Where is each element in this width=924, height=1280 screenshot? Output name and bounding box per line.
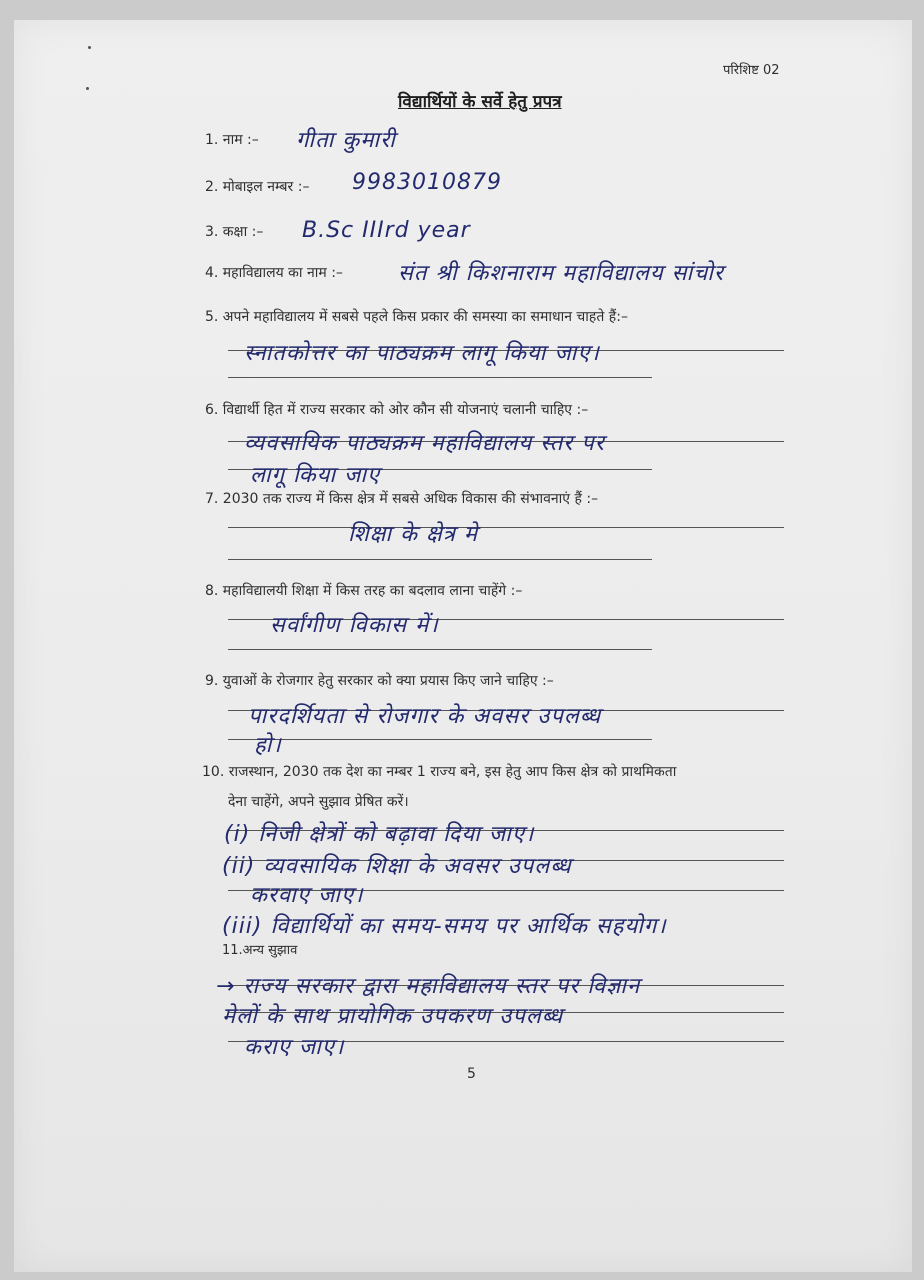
q5-label: 5. अपने महाविद्यालय में सबसे पहले किस प्रकार की समस्या का समाधान चाहते हैं:– xyxy=(205,309,628,325)
q11-answer-line-3: कराए जाए। xyxy=(244,1035,345,1060)
q11-answer-line-1: → राज्य सरकार द्वारा महाविद्यालय स्तर पर विज्ञान xyxy=(216,974,641,999)
field-3-answer: B.Sc IIIrd year xyxy=(302,218,471,243)
q10-answer-line-3: करवाए जाए। xyxy=(250,883,364,908)
q6-label: 6. विद्यार्थी हित में राज्य सरकार को ओर कौन सी योजनाएं चलानी चाहिए :– xyxy=(205,402,589,418)
answer-line xyxy=(228,559,652,560)
q11-label: 11.अन्य सुझाव xyxy=(222,943,298,958)
q5-answer-line-1: स्नातकोत्तर का पाठ्यक्रम लागू किया जाए। xyxy=(244,341,600,366)
document-page xyxy=(14,20,912,1272)
q7-answer-line-1: शिक्षा के क्षेत्र मे xyxy=(348,522,479,547)
field-4-label: 4. महाविद्यालय का नाम :– xyxy=(205,265,343,281)
q10-answer-line-4: (iii) विद्यार्थियों का समय-समय पर आर्थिक सहयोग। xyxy=(222,914,667,939)
q10-label-line-1: 10. राजस्थान, 2030 तक देश का नम्बर 1 राज्य बने, इस हेतु आप किस क्षेत्र को प्राथमिकता xyxy=(202,764,677,780)
q7-label: 7. 2030 तक राज्य में किस क्षेत्र में सबसे अधिक विकास की संभावनाएं हैं :– xyxy=(205,491,599,507)
q9-answer-line-1: पारदर्शियता से रोजगार के अवसर उपलब्ध xyxy=(248,704,602,729)
field-3-label: 3. कक्षा :– xyxy=(205,224,264,240)
form-title: विद्यार्थियों के सर्वे हेतु प्रपत्र xyxy=(398,92,562,112)
answer-line xyxy=(228,377,652,378)
field-2-label: 2. मोबाइल नम्बर :– xyxy=(205,179,310,195)
field-1-answer: गीता कुमारी xyxy=(296,128,396,153)
q10-answer-line-2: (ii) व्यवसायिक शिक्षा के अवसर उपलब्ध xyxy=(222,854,572,879)
field-4-answer: संत श्री किशनाराम महाविद्यालय सांचोर xyxy=(398,261,724,286)
page-number: 5 xyxy=(467,1066,476,1082)
q10-answer-line-1: (i) निजी क्षेत्रों को बढ़ावा दिया जाए। xyxy=(224,822,535,847)
q8-label: 8. महाविद्यालयी शिक्षा में किस तरह का बदलाव लाना चाहेंगे :– xyxy=(205,583,523,599)
answer-line xyxy=(228,649,652,650)
scan-speck xyxy=(88,46,91,49)
q6-answer-line-1: व्यवसायिक पाठ्यक्रम महाविद्यालय स्तर पर xyxy=(244,431,605,456)
answer-line xyxy=(228,527,784,528)
field-1-label: 1. नाम :– xyxy=(205,132,259,148)
field-2-answer: 9983010879 xyxy=(352,170,502,195)
q6-answer-line-2: लागू किया जाए xyxy=(250,463,381,488)
q9-answer-line-2: हो। xyxy=(254,733,282,758)
q9-label: 9. युवाओं के रोजगार हेतु सरकार को क्या प्रयास किए जाने चाहिए :– xyxy=(205,673,554,689)
q8-answer-line-1: सर्वांगीण विकास में। xyxy=(270,613,439,638)
scan-speck xyxy=(86,87,89,90)
answer-line xyxy=(228,739,652,740)
q11-answer-line-2: मेलों के साथ प्रायोगिक उपकरण उपलब्ध xyxy=(222,1004,564,1029)
q10-label-line-2: देना चाहेंगे, अपने सुझाव प्रेषित करें। xyxy=(228,794,409,810)
appendix-label: परिशिष्ट 02 xyxy=(723,63,780,78)
